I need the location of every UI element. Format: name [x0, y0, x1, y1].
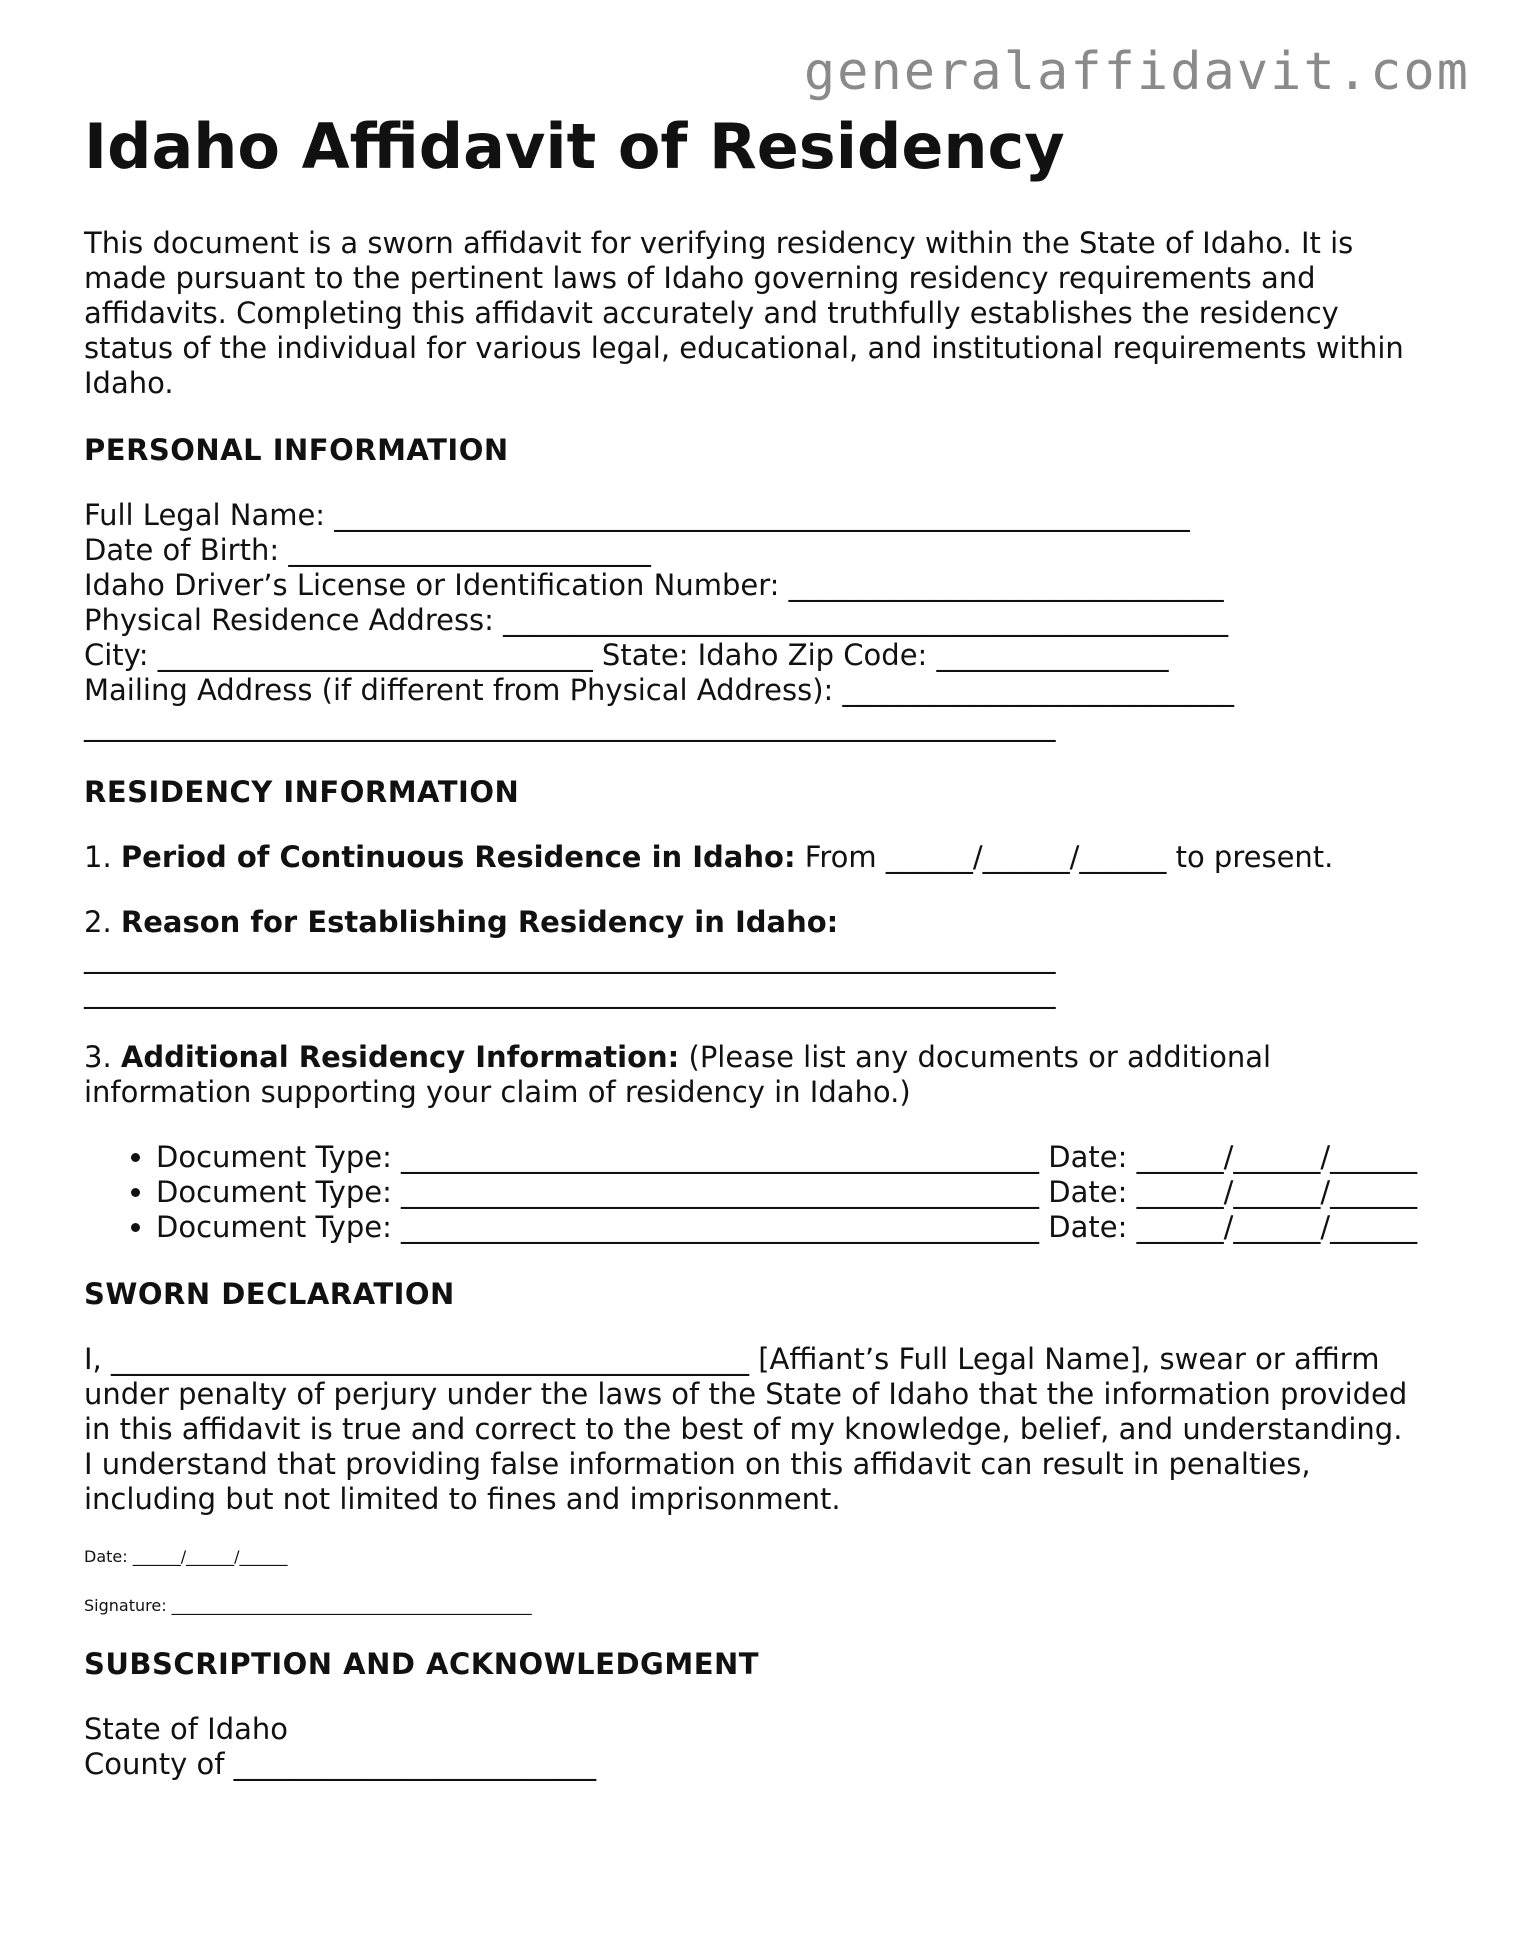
page-title: Idaho Affidavit of Residency [84, 110, 1065, 183]
state-label: State of Idaho [84, 1712, 289, 1747]
document-item[interactable]: • Document Type: ____________________________________________ Date: ______/______/______ [156, 1210, 1414, 1245]
declaration-date-field[interactable]: Date: ______/______/______ [84, 1547, 288, 1567]
item-number: 3. [84, 1040, 121, 1075]
residency-heading: RESIDENCY INFORMATION [84, 775, 520, 810]
county-field[interactable]: County of _________________________ [84, 1747, 597, 1782]
personal-heading: PERSONAL INFORMATION [84, 433, 509, 468]
item-label: Reason for Establishing Residency in Idaho: [120, 905, 839, 940]
document-list [84, 1140, 1418, 1245]
item-label: Additional Residency Information: [120, 1040, 680, 1075]
subscription-block [84, 1712, 1414, 1782]
mailing-address-continued[interactable]: ___________________________________________________________________ [84, 708, 1056, 743]
residence-period-item [84, 840, 1414, 875]
sworn-heading: SWORN DECLARATION [84, 1277, 455, 1312]
license-field[interactable]: Idaho Driver’s License or Identification Number: ______________________________ [84, 568, 1224, 603]
item-number: 2. [84, 905, 121, 940]
intro-paragraph: This document is a sworn affidavit for verifying residency within the State of Idaho. It is made pursuant to the pertinent laws of Idaho governing residency requirements and affidavits. Completing this affidavit accurately and truthfully establishes the residency status of the individual for various legal, educational, and institutional requirements within Idaho. [84, 226, 1404, 401]
address-field[interactable]: Physical Residence Address: __________________________________________________ [84, 603, 1229, 638]
document-item[interactable]: • Document Type: ____________________________________________ Date: ______/______/______ [156, 1140, 1414, 1175]
reason-line-1[interactable]: ___________________________________________________________________ [84, 940, 1056, 975]
dob-field[interactable]: Date of Birth: _________________________ [84, 533, 651, 568]
item-label: Period of Continuous Residence in Idaho: [120, 840, 796, 875]
document-page [84, 110, 1418, 1782]
item-number: 1. [84, 840, 121, 875]
sworn-declaration-text: I, ____________________________________________ [Affiant’s Full Legal Name], swear or affirm under penalty of perjury under the laws of the State of Idaho that the information provided in this affidavit is true and correct to the best of my knowledge, belief, and understanding. I understand that providing false information on this affidavit can result in penalties, including but not limited to fines and imprisonment. [84, 1342, 1408, 1517]
residency-reason-item [84, 905, 1414, 940]
additional-info-item [84, 1040, 1414, 1110]
signature-field[interactable]: Signature: _____________________________________________ [84, 1596, 532, 1616]
full-name-field[interactable]: Full Legal Name: ___________________________________________________________ [84, 498, 1190, 533]
mailing-address-field[interactable]: Mailing Address (if different from Physical Address): ___________________________ [84, 673, 1235, 708]
watermark: generalaffidavit.com [803, 42, 1470, 102]
personal-fields [84, 498, 1414, 743]
reason-line-2[interactable]: ___________________________________________________________________ [84, 975, 1056, 1010]
item-text: (Please list any documents or additional information supporting your claim of residency in Idaho.) [84, 1040, 1272, 1110]
city-state-zip-field[interactable]: City: ______________________________ State: Idaho Zip Code: ________________ [84, 638, 1169, 673]
subscription-heading: SUBSCRIPTION AND ACKNOWLEDGMENT [84, 1647, 760, 1682]
residence-period-field[interactable]: From ______/______/______ to present. [795, 840, 1334, 875]
document-item[interactable]: • Document Type: ____________________________________________ Date: ______/______/______ [156, 1175, 1414, 1210]
